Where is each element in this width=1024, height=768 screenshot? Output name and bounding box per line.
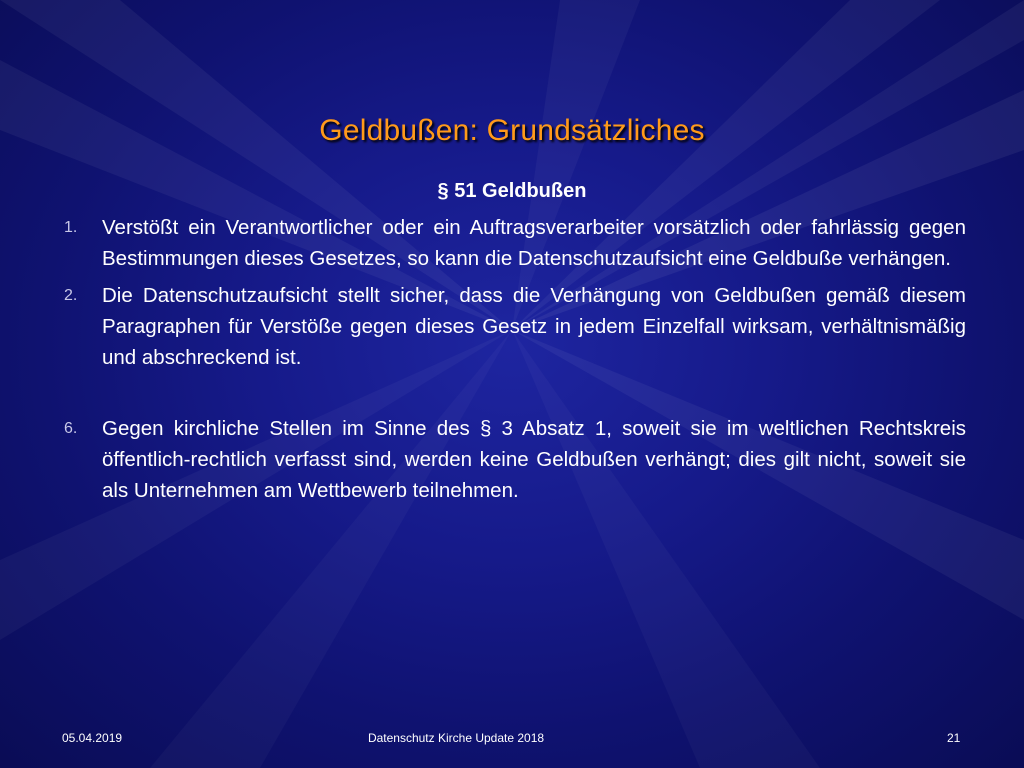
list-item: [60, 413, 966, 506]
list-item-text: Gegen kirchliche Stellen im Sinne des § 3 Absatz 1, soweit sie im weltlichen Rechtskreis öffentlich-rechtlich verfasst sind, werden keine Geldbußen verhängt; dies gilt nicht, soweit sie als Unternehmen am Wettbewerb teilnehmen.: [102, 417, 966, 502]
list-item: [60, 280, 966, 373]
page-number: 21: [947, 731, 961, 745]
footer-date: 05.04.2019: [62, 731, 123, 745]
list-item-text: Die Datenschutzaufsicht stellt sicher, dass die Verhängung von Geldbußen gemäß diesem Paragraphen für Verstöße gegen dieses Gesetz in jedem Einzelfall wirksam, verhältnismäßig und abschreckend ist.: [102, 284, 966, 369]
list-item-number: 2.: [64, 287, 78, 304]
footer-title: Datenschutz Kirche Update 2018: [367, 731, 545, 745]
section-heading: § 51 Geldbußen: [437, 180, 587, 202]
slide-title: Geldbußen: Grundsätzliches: [319, 114, 705, 147]
list-item: [60, 212, 966, 274]
list-item-number: 6.: [64, 420, 78, 437]
list-item-number: 1.: [64, 219, 78, 236]
paragraph-list: [60, 212, 966, 506]
list-item-text: Verstößt ein Verantwortlicher oder ein Auftragsverarbeiter vorsätzlich oder fahrlässig gegen Bestimmungen dieses Gesetzes, so kann die Datenschutzaufsicht eine Geldbuße verhängen.: [102, 216, 966, 270]
